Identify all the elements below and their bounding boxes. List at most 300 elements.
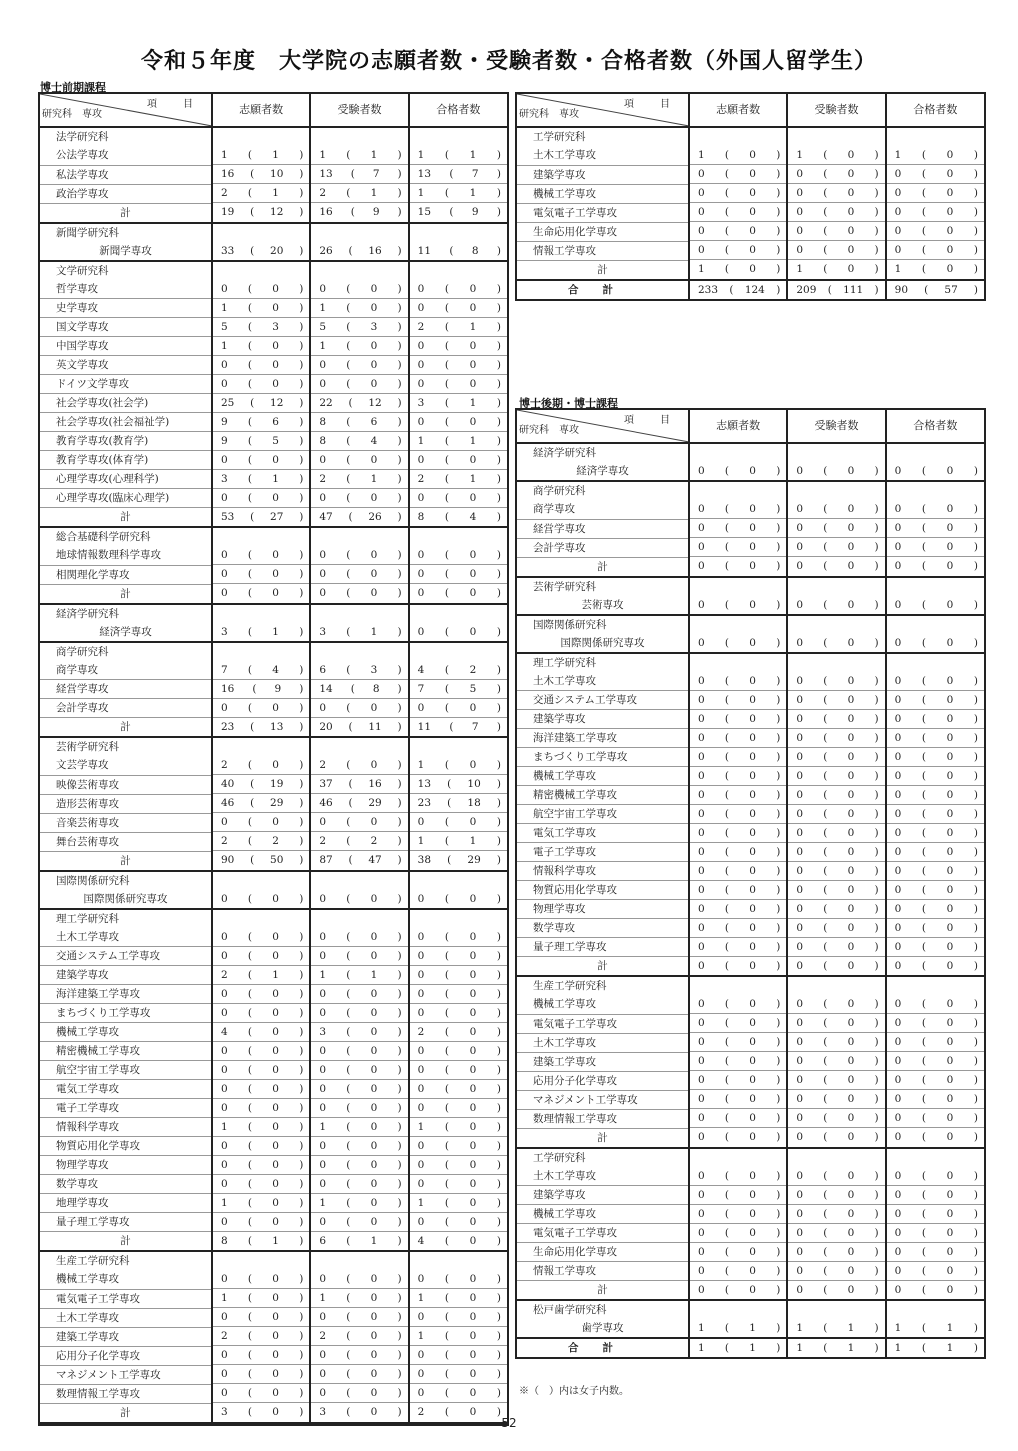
applicants-total: 46 [221, 797, 235, 809]
paren-close: ) [776, 674, 781, 687]
examinees-total: 0 [796, 598, 804, 611]
applicants-total: 0 [698, 1245, 705, 1258]
paren-open: ( [247, 701, 253, 714]
paren-open: ( [444, 930, 450, 943]
examinees-total: 0 [796, 864, 804, 877]
applicants-total: 23 [221, 720, 235, 733]
paren-close: ) [299, 930, 304, 943]
examinees-cell [787, 1281, 885, 1301]
major-name: 物理学専攻 [40, 1156, 212, 1175]
graduate-school-name: 国際関係研究科 [517, 615, 689, 634]
examinees-cell [787, 1109, 885, 1128]
examinees-cell [310, 1213, 408, 1232]
paren-open: ( [724, 1322, 730, 1334]
paren-open: ( [346, 587, 351, 600]
applicants-cell [212, 1175, 310, 1194]
paren-open: ( [724, 244, 730, 256]
paren-close: ) [776, 1131, 781, 1144]
passed-total: 0 [417, 282, 425, 295]
table-row [40, 356, 507, 375]
paren-close: ) [776, 263, 781, 276]
applicants-cell [212, 1251, 310, 1270]
major-name: 応用分子化学専攻 [40, 1346, 212, 1365]
passed-cell [409, 1137, 507, 1156]
table-row [517, 203, 984, 222]
paren-open: ( [444, 1196, 450, 1209]
paren-close: ) [776, 522, 781, 534]
paren-open: ( [247, 549, 253, 561]
paren-close: ) [299, 1234, 304, 1247]
passed-cell [409, 1346, 507, 1365]
applicants-female: 0 [749, 902, 756, 915]
applicants-cell [689, 748, 787, 767]
examinees-female: 0 [847, 750, 855, 763]
passed-female: 18 [467, 797, 481, 809]
applicants-female: 0 [272, 1196, 279, 1209]
major-name: 心理学専攻(臨床心理学) [40, 489, 212, 508]
applicants-female: 0 [272, 701, 279, 714]
paren-open: ( [247, 930, 253, 943]
paren-open: ( [724, 921, 730, 934]
paren-open: ( [247, 1368, 253, 1380]
examinees-cell [787, 519, 885, 538]
passed-cell [409, 871, 507, 890]
paren-close: ) [299, 682, 304, 695]
passed-female: 0 [946, 206, 954, 218]
applicants-total: 0 [221, 1006, 228, 1019]
table-row [517, 805, 984, 824]
passed-female: 0 [469, 892, 477, 905]
passed-total: 0 [894, 769, 902, 782]
major-name: ドイツ文学専攻 [40, 375, 212, 394]
passed-total: 1 [894, 1342, 902, 1354]
paren-open: ( [444, 377, 450, 390]
paren-open: ( [444, 1082, 450, 1095]
applicants-total: 53 [221, 510, 235, 523]
passed-female: 0 [469, 1311, 477, 1323]
paren-open: ( [346, 1025, 351, 1038]
examinees-cell [310, 737, 408, 756]
paren-open: ( [247, 1273, 253, 1285]
paren-open: ( [921, 998, 927, 1010]
paren-open: ( [444, 187, 450, 199]
table-row [517, 500, 984, 519]
paren-close: ) [299, 549, 304, 561]
passed-cell [886, 146, 984, 165]
passed-female: 0 [946, 1188, 954, 1201]
paren-close: ) [397, 759, 402, 771]
paren-close: ) [496, 1139, 501, 1152]
paren-close: ) [299, 1025, 304, 1038]
examinees-female: 7 [372, 168, 380, 180]
passed-cell [409, 623, 507, 642]
applicants-cell [212, 489, 310, 508]
paren-close: ) [397, 1025, 402, 1038]
examinees-cell [310, 985, 408, 1004]
paren-open: ( [346, 568, 351, 580]
applicants-cell [212, 1023, 310, 1042]
applicants-cell [212, 1232, 310, 1252]
examinees-female: 0 [847, 1093, 855, 1105]
paren-open: ( [724, 206, 730, 218]
paren-open: ( [346, 1063, 351, 1076]
paren-close: ) [973, 845, 978, 858]
paren-close: ) [496, 663, 501, 676]
table-row [517, 748, 984, 767]
applicants-cell [689, 1186, 787, 1205]
examinees-female: 111 [843, 283, 864, 296]
paren-close: ) [973, 187, 978, 199]
passed-cell [886, 843, 984, 862]
paren-close: ) [874, 998, 879, 1010]
examinees-cell [310, 1023, 408, 1042]
applicants-total: 0 [698, 1112, 705, 1124]
doctoral-table-grid [517, 410, 984, 1357]
major-name: 文芸学専攻 [40, 756, 212, 775]
paren-open: ( [823, 1093, 828, 1105]
major-name: 経営学専攻 [40, 680, 212, 699]
table-row [517, 843, 984, 862]
paren-close: ) [397, 625, 402, 638]
paren-open: ( [724, 1169, 730, 1182]
paren-open: ( [444, 1330, 450, 1342]
major-name: 電気電子工学専攻 [517, 1014, 689, 1033]
paren-close: ) [397, 892, 402, 905]
passed-female: 1 [469, 149, 477, 161]
paren-open: ( [921, 541, 927, 553]
paren-close: ) [299, 1215, 304, 1228]
paren-open: ( [346, 968, 351, 981]
examinees-cell [787, 1071, 885, 1090]
applicants-total: 0 [698, 522, 705, 534]
applicants-cell [212, 947, 310, 966]
paren-close: ) [973, 283, 978, 296]
paren-open: ( [346, 549, 351, 561]
paren-close: ) [776, 206, 781, 218]
paren-open: ( [247, 892, 253, 905]
paren-open: ( [724, 560, 730, 573]
applicants-female: 0 [272, 1101, 279, 1114]
applicants-total: 0 [221, 930, 228, 943]
applicants-cell [689, 481, 787, 500]
examinees-female: 0 [847, 1169, 855, 1182]
paren-open: ( [247, 1387, 253, 1399]
passed-female: 0 [946, 864, 954, 877]
paren-open: ( [346, 1292, 351, 1304]
major-name: 交通システム工学専攻 [40, 947, 212, 966]
table-row [517, 767, 984, 786]
paren-close: ) [496, 510, 501, 523]
examinees-female: 0 [370, 987, 378, 1000]
paren-close: ) [973, 598, 978, 611]
applicants-female: 0 [749, 788, 756, 801]
passed-total: 0 [894, 1112, 902, 1124]
paren-open: ( [247, 587, 253, 600]
passed-total: 0 [417, 568, 425, 580]
paren-close: ) [874, 168, 879, 180]
paren-open: ( [724, 902, 730, 915]
major-name: 政治学専攻 [40, 184, 212, 203]
major-name: 哲学専攻 [40, 280, 212, 299]
examinees-total: 1 [319, 149, 327, 161]
passed-total: 0 [894, 998, 902, 1010]
paren-close: ) [496, 816, 501, 828]
paren-open: ( [823, 225, 828, 237]
examinees-female: 1 [370, 472, 378, 485]
paren-open: ( [823, 864, 828, 877]
paren-close: ) [397, 282, 402, 295]
applicants-cell [212, 966, 310, 985]
paren-open: ( [250, 244, 255, 257]
paren-open: ( [921, 959, 927, 972]
paren-open: ( [444, 587, 450, 600]
paren-close: ) [973, 769, 978, 782]
major-name: 国際関係研究専攻 [517, 634, 689, 653]
major-name: 機械工学専攻 [40, 1023, 212, 1042]
examinees-cell [787, 634, 885, 653]
paren-open: ( [247, 1120, 253, 1133]
applicants-female: 0 [749, 750, 756, 763]
passed-total: 0 [894, 636, 902, 649]
graduate-school-name: 松戸歯学研究科 [517, 1300, 689, 1319]
masters-table [38, 92, 509, 1426]
examinees-cell [787, 184, 885, 203]
applicants-cell [212, 813, 310, 832]
passed-cell [409, 146, 507, 165]
paren-close: ) [496, 282, 501, 295]
group-row [517, 653, 984, 672]
examinees-cell [310, 565, 408, 584]
paren-open: ( [444, 149, 450, 161]
passed-total: 11 [417, 720, 432, 733]
paren-open: ( [346, 1101, 351, 1114]
paren-open: ( [346, 1177, 351, 1190]
passed-total: 0 [894, 1074, 902, 1086]
section-label-doctoral: 博士後期・博士課程 [519, 397, 618, 410]
examinees-total: 5 [319, 320, 327, 333]
graduate-school-name: 商学研究科 [40, 642, 212, 661]
paren-open: ( [247, 1177, 253, 1190]
examinees-female: 0 [847, 225, 855, 237]
applicants-female: 0 [272, 1215, 279, 1228]
paren-open: ( [444, 1177, 450, 1190]
examinees-female: 1 [370, 187, 378, 199]
paren-open: ( [346, 339, 351, 352]
major-name: 電気工学専攻 [517, 824, 689, 843]
paren-close: ) [397, 549, 402, 561]
examinees-total: 0 [796, 206, 804, 218]
passed-cell [409, 1213, 507, 1232]
major-name: 教育学専攻(体育学) [40, 451, 212, 470]
paren-close: ) [397, 1139, 402, 1152]
passed-female: 0 [946, 168, 954, 180]
paren-open: ( [247, 1006, 253, 1019]
passed-cell [409, 165, 507, 184]
passed-total: 1 [417, 1292, 425, 1304]
paren-open: ( [346, 701, 351, 714]
paren-open: ( [447, 778, 452, 790]
passed-cell [886, 1319, 984, 1338]
passed-cell [886, 222, 984, 241]
major-name: 社会学専攻(社会福祉学) [40, 413, 212, 432]
passed-female: 8 [471, 244, 479, 257]
examinees-cell [310, 1346, 408, 1365]
applicants-cell [689, 1167, 787, 1186]
major-name: 建築工学専攻 [517, 1052, 689, 1071]
passed-total: 0 [417, 701, 425, 714]
applicants-female: 0 [272, 1120, 279, 1133]
applicants-cell [689, 957, 787, 977]
examinees-cell [310, 851, 408, 871]
passed-cell [409, 909, 507, 928]
examinees-female: 0 [847, 1188, 855, 1201]
paren-close: ) [874, 1283, 879, 1296]
examinees-female: 0 [370, 339, 378, 352]
applicants-total: 2 [221, 187, 228, 199]
passed-cell [409, 1099, 507, 1118]
paren-open: ( [444, 1044, 450, 1057]
applicants-cell [689, 538, 787, 557]
paren-open: ( [823, 1322, 828, 1334]
examinees-female: 0 [370, 1006, 378, 1019]
examinees-cell [787, 203, 885, 222]
paren-close: ) [397, 1158, 402, 1171]
applicants-total: 0 [221, 892, 228, 905]
passed-female: 0 [946, 149, 954, 161]
examinees-total: 13 [319, 168, 333, 180]
paren-open: ( [921, 1036, 927, 1048]
applicants-female: 0 [272, 816, 279, 828]
examinees-total: 0 [319, 377, 327, 390]
paren-open: ( [921, 731, 927, 744]
paren-close: ) [397, 720, 402, 733]
paren-close: ) [397, 987, 402, 1000]
applicants-female: 13 [270, 720, 284, 733]
paren-open: ( [724, 1093, 730, 1105]
table-row [40, 1004, 507, 1023]
table-row [517, 691, 984, 710]
paren-close: ) [299, 1330, 304, 1342]
paren-close: ) [397, 377, 402, 390]
passed-total: 0 [894, 826, 902, 839]
passed-cell [409, 1251, 507, 1270]
paren-close: ) [973, 1264, 978, 1277]
paren-close: ) [973, 522, 978, 534]
paren-close: ) [973, 1017, 978, 1029]
applicants-cell [212, 851, 310, 871]
paren-close: ) [397, 797, 402, 809]
passed-female: 0 [469, 1006, 477, 1019]
examinees-total: 0 [796, 1093, 804, 1105]
paren-close: ) [496, 244, 501, 257]
passed-female: 0 [469, 1101, 477, 1114]
table-row [517, 710, 984, 729]
total-row [517, 260, 984, 280]
applicants-total: 33 [221, 244, 235, 257]
examinees-cell [787, 653, 885, 672]
passed-female: 0 [946, 1245, 954, 1258]
table-row [40, 470, 507, 489]
paren-close: ) [496, 472, 501, 485]
applicants-female: 0 [272, 1273, 279, 1285]
examinees-cell [310, 1118, 408, 1137]
passed-cell [409, 127, 507, 146]
paren-close: ) [397, 701, 402, 714]
paren-close: ) [397, 1387, 402, 1399]
examinees-cell [310, 890, 408, 909]
paren-close: ) [397, 472, 402, 485]
examinees-total: 0 [319, 1311, 327, 1323]
paren-open: ( [921, 826, 927, 839]
paren-open: ( [921, 1093, 927, 1105]
applicants-female: 2 [272, 835, 279, 847]
examinees-cell [310, 223, 408, 242]
paren-open: ( [346, 434, 351, 447]
paren-open: ( [729, 283, 734, 296]
applicants-total: 2 [221, 835, 228, 847]
passed-total: 0 [417, 1368, 425, 1380]
major-name: 計 [517, 1128, 689, 1148]
examinees-female: 0 [370, 1025, 378, 1038]
paren-close: ) [973, 1322, 978, 1334]
graduate-school-name: 工学研究科 [517, 127, 689, 146]
examinees-total: 0 [796, 1055, 804, 1067]
paren-open: ( [823, 1169, 828, 1182]
examinees-cell [310, 318, 408, 337]
passed-cell [886, 481, 984, 500]
examinees-total: 0 [319, 949, 327, 962]
paren-close: ) [397, 835, 402, 847]
paren-open: ( [250, 396, 255, 409]
paren-close: ) [299, 301, 304, 314]
passed-cell [409, 527, 507, 546]
paren-open: ( [724, 263, 730, 276]
examinees-total: 2 [319, 187, 327, 199]
examinees-cell [787, 1033, 885, 1052]
passed-female: 0 [469, 759, 477, 771]
paren-close: ) [776, 693, 781, 706]
paren-open: ( [444, 472, 450, 485]
applicants-female: 9 [274, 682, 282, 695]
applicants-total: 0 [698, 788, 705, 801]
major-name: 物質応用化学専攻 [40, 1137, 212, 1156]
applicants-total: 0 [221, 1139, 228, 1152]
passed-total: 0 [417, 358, 425, 371]
paren-close: ) [299, 491, 304, 504]
applicants-cell [689, 805, 787, 824]
examinees-cell [787, 557, 885, 577]
graduate-school-name: 理工学研究科 [517, 653, 689, 672]
group-row [40, 642, 507, 661]
paren-close: ) [496, 1406, 501, 1419]
paren-open: ( [823, 168, 828, 180]
passed-total: 0 [417, 301, 425, 314]
applicants-cell [212, 242, 310, 261]
header-item-label: 項 目 [624, 99, 678, 110]
passed-female: 7 [471, 168, 479, 180]
paren-close: ) [973, 788, 978, 801]
major-name: 歯学専攻 [517, 1319, 689, 1338]
paren-open: ( [346, 1044, 351, 1057]
examinees-female: 0 [370, 1120, 378, 1133]
examinees-female: 0 [847, 263, 855, 276]
major-name: 電気電子工学専攻 [517, 1224, 689, 1243]
table-row [40, 756, 507, 775]
paren-close: ) [874, 1342, 879, 1354]
applicants-total: 7 [221, 663, 228, 676]
passed-cell [409, 966, 507, 985]
passed-total: 2 [417, 320, 425, 333]
